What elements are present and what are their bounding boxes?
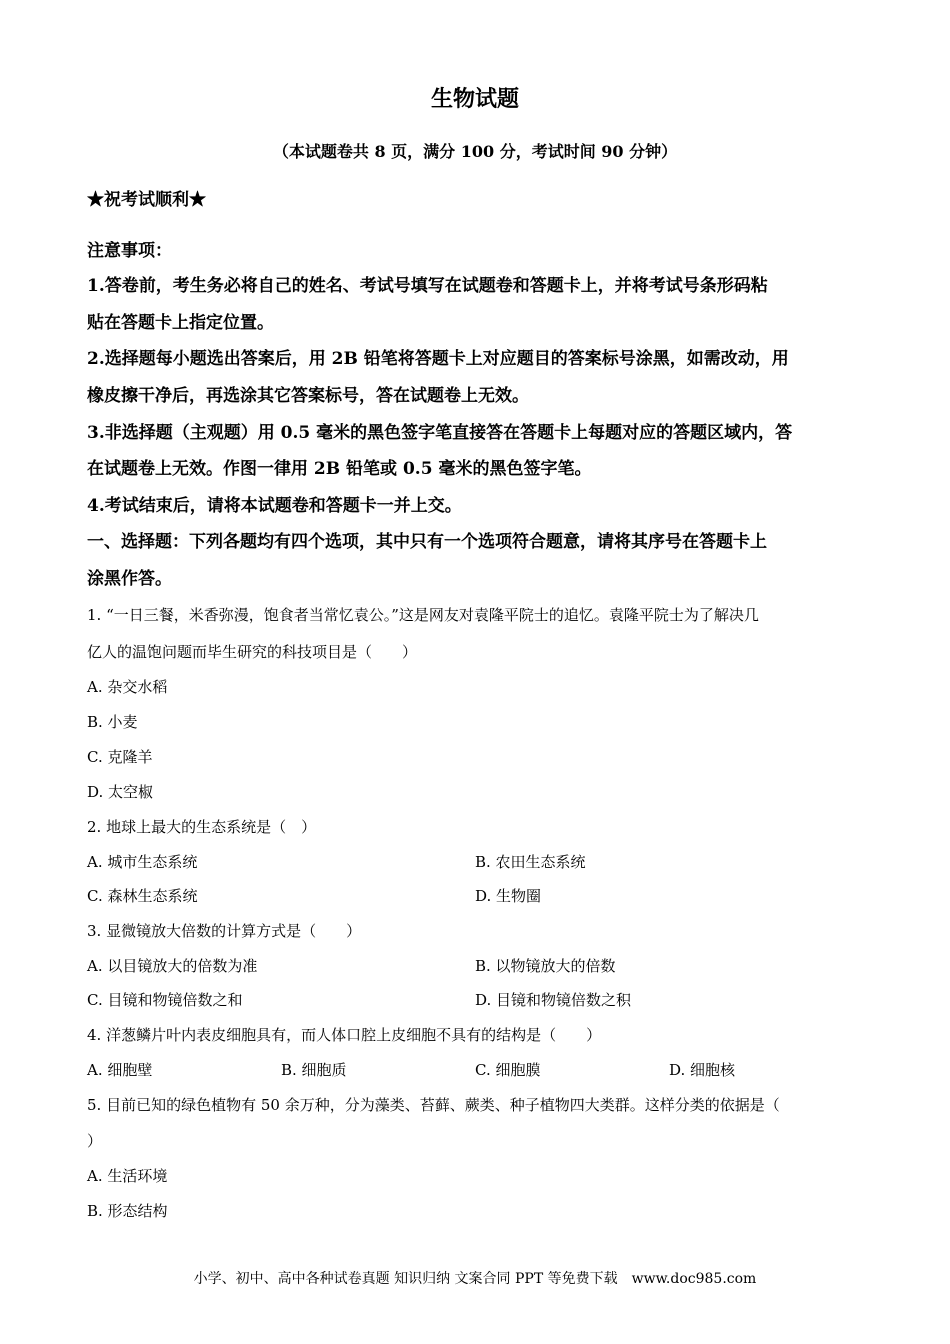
notice-line: 4.考试结束后，请将本试题卷和答题卡一并上交。 [87,496,462,516]
question-5-stem: 5. 目前已知的绿色植物有 50 余万种，分为藻类、苔藓、蕨类、种子植物四大类群。这样分类的依据是（ [87,1096,780,1114]
question-3-stem: 3. 显微镜放大倍数的计算方式是（ ） [87,922,362,940]
notice-line: 在试题卷上无效。作图一律用 2B 铅笔或 0.5 毫米的黑色签字笔。 [87,459,592,479]
notice-line: 3.非选择题（主观题）用 0.5 毫米的黑色签字笔直接答在答题卡上每题对应的答题区域内，答 [87,423,793,443]
question-2-option-b: B. 农田生态系统 [475,853,586,871]
question-4-option-a: A. 细胞壁 [87,1061,153,1079]
page-title: 生物试题 [430,86,519,112]
question-2-stem: 2. 地球上最大的生态系统是（ ） [87,818,317,836]
good-luck-line: ★祝考试顺利★ [87,190,206,210]
notice-line: 1.答卷前，考生务必将自己的姓名、考试号填写在试题卷和答题卡上，并将考试号条形码粘 [87,276,768,296]
question-4-option-d: D. 细胞核 [669,1061,736,1079]
notice-line: 2.选择题每小题选出答案后，用 2B 铅笔将答题卡上对应题目的答案标号涂黑，如需改动，用 [87,349,789,369]
question-4-option-c: C. 细胞膜 [475,1061,541,1079]
question-5-option-a: A. 生活环境 [87,1167,168,1185]
question-5-option-b: B. 形态结构 [87,1202,168,1220]
notice-line: 贴在答题卡上指定位置。 [87,313,274,333]
notice-heading: 注意事项： [87,241,172,261]
question-3-option-a: A. 以目镜放大的倍数为准 [87,957,258,975]
question-2-option-c: C. 森林生态系统 [87,887,198,905]
question-1-option-d: D. 太空椒 [87,783,154,801]
question-1-option-a: A. 杂交水稻 [87,678,168,696]
question-3-option-b: B. 以物镜放大的倍数 [475,957,616,975]
question-3-option-c: C. 目镜和物镜倍数之和 [87,991,243,1009]
page-subtitle: （本试题卷共 8 页，满分 100 分，考试时间 90 分钟） [272,142,678,161]
question-1-option-c: C. 克隆羊 [87,748,153,766]
question-1-stem: 1. “一日三餐，米香弥漫，饱食者当常忆袁公。”这是网友对袁隆平院士的追忆。袁隆平院士为了解决几 [87,606,759,624]
question-2-option-a: A. 城市生态系统 [87,853,198,871]
question-3-option-d: D. 目镜和物镜倍数之积 [475,991,632,1009]
notice-line: 橡皮擦干净后，再选涂其它答案标号，答在试题卷上无效。 [87,386,529,406]
question-4-option-b: B. 细胞质 [281,1061,347,1079]
question-5-stem: ） [87,1132,103,1150]
section-heading: 涂黑作答。 [87,569,172,589]
question-1-option-b: B. 小麦 [87,713,138,731]
section-heading: 一、选择题：下列各题均有四个选项，其中只有一个选项符合题意，请将其序号在答题卡上 [87,532,767,552]
question-2-option-d: D. 生物圈 [475,887,542,905]
question-4-stem: 4. 洋葱鳞片叶内表皮细胞具有，而人体口腔上皮细胞不具有的结构是（ ） [87,1026,602,1044]
question-1-stem: 亿人的温饱问题而毕生研究的科技项目是（ ） [87,643,418,661]
page-footer: 小学、初中、高中各种试卷真题 知识归纳 文案合同 PPT 等免费下载 www.doc985.com [193,1271,757,1287]
